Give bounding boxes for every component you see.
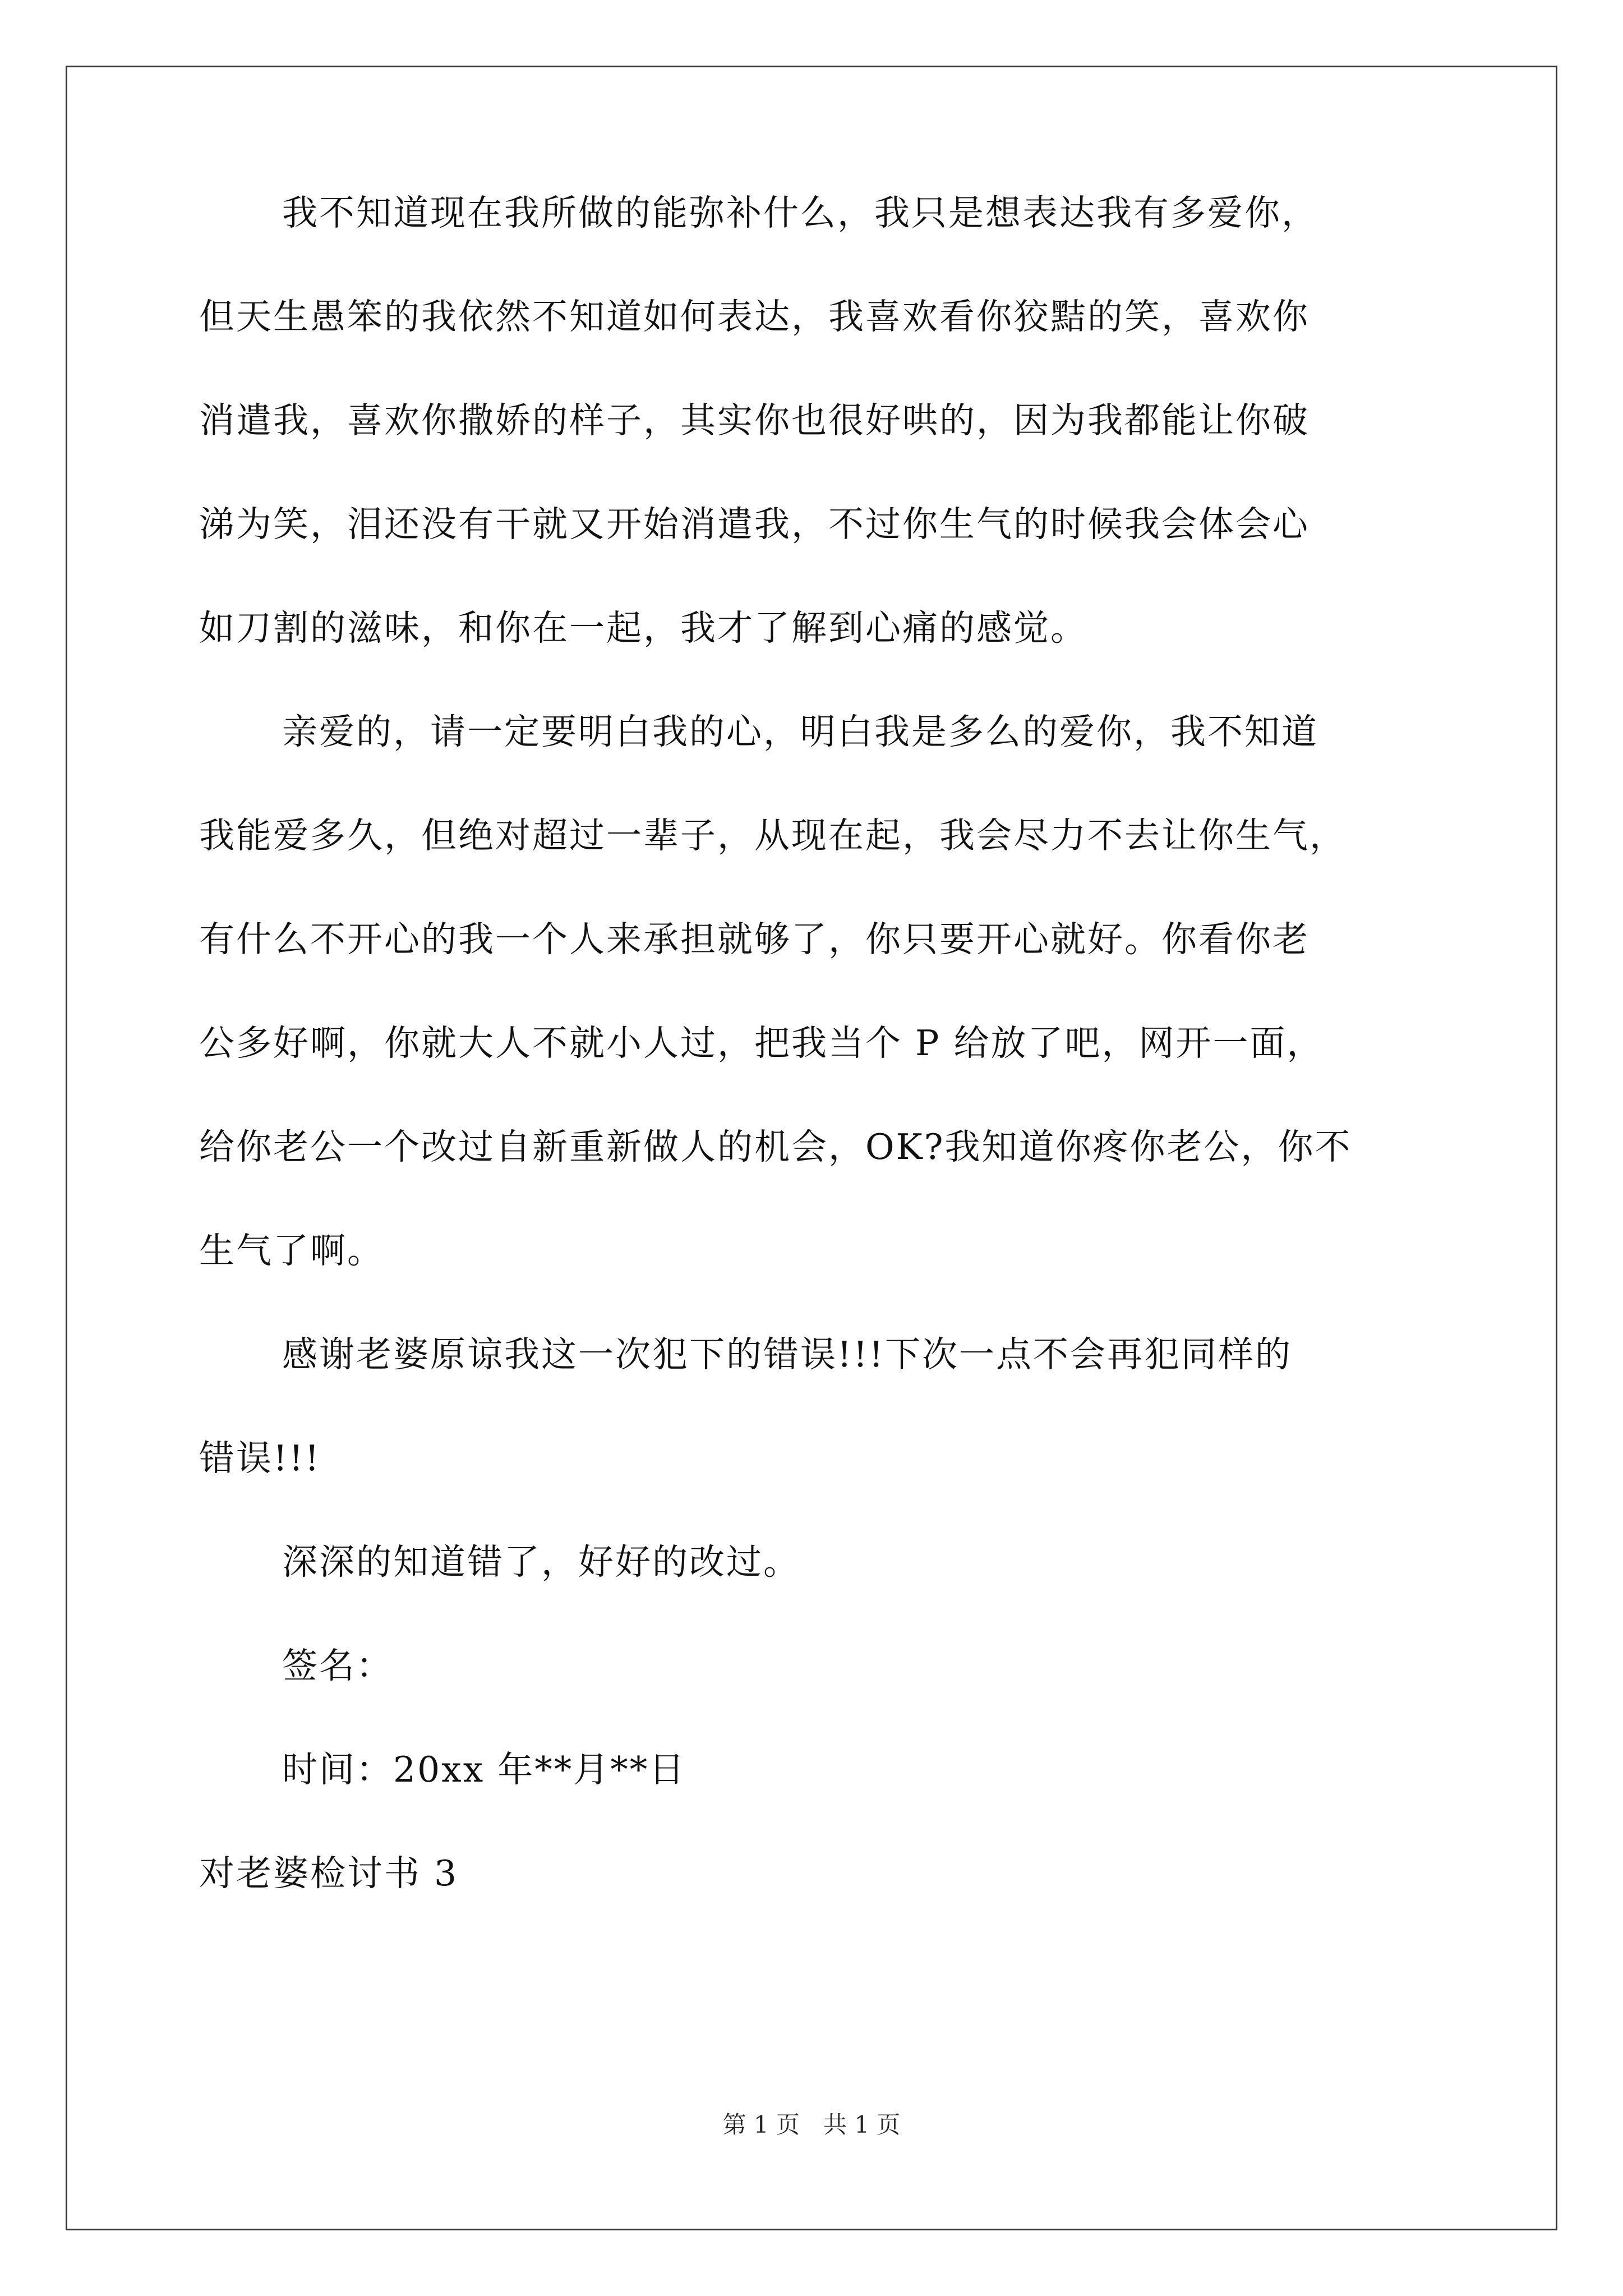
paragraph-2-line-3: 有什么不开心的我一个人来承担就够了，你只要开心就好。你看你老: [199, 919, 1310, 960]
paragraph-1-line-5: 如刀割的滋味，和你在一起，我才了解到心痛的感觉。: [199, 608, 1087, 648]
paragraph-1-line-1: 我不知道现在我所做的能弥补什么，我只是想表达我有多爱你，: [282, 192, 1318, 233]
page-number: 第 1 页 共 1 页: [722, 2111, 901, 2138]
paragraph-2-line-2: 我能爱多久，但绝对超过一辈子，从现在起，我会尽力不去让你生气，: [199, 815, 1347, 856]
paragraph-2-line-4: 公多好啊，你就大人不就小人过，把我当个 P 给放了吧，网开一面，: [199, 1023, 1324, 1064]
closing-statement: 深深的知道错了，好好的改过。: [282, 1542, 800, 1582]
paragraph-2-line-5: 给你老公一个改过自新重新做人的机会，OK?我知道你疼你老公，你不: [199, 1126, 1352, 1167]
paragraph-1-line-3: 消遣我，喜欢你撒娇的样子，其实你也很好哄的，因为我都能让你破: [199, 400, 1310, 441]
next-section-title: 对老婆检讨书 3: [199, 1853, 459, 1894]
paragraph-2-line-6: 生气了啊。: [199, 1230, 384, 1271]
paragraph-1-line-4: 涕为笑，泪还没有干就又开始消遣我，不过你生气的时候我会体会心: [199, 504, 1310, 545]
date-line: 时间：20xx 年**月**日: [282, 1749, 686, 1790]
paragraph-2-line-1: 亲爱的，请一定要明白我的心，明白我是多么的爱你，我不知道: [282, 711, 1318, 752]
paragraph-3-line-2: 错误!!!: [199, 1438, 321, 1479]
paragraph-1-line-2: 但天生愚笨的我依然不知道如何表达，我喜欢看你狡黠的笑，喜欢你: [199, 296, 1310, 337]
paragraph-3-line-1: 感谢老婆原谅我这一次犯下的错误!!!下次一点不会再犯同样的: [282, 1334, 1292, 1375]
signature-label: 签名：: [282, 1645, 393, 1686]
